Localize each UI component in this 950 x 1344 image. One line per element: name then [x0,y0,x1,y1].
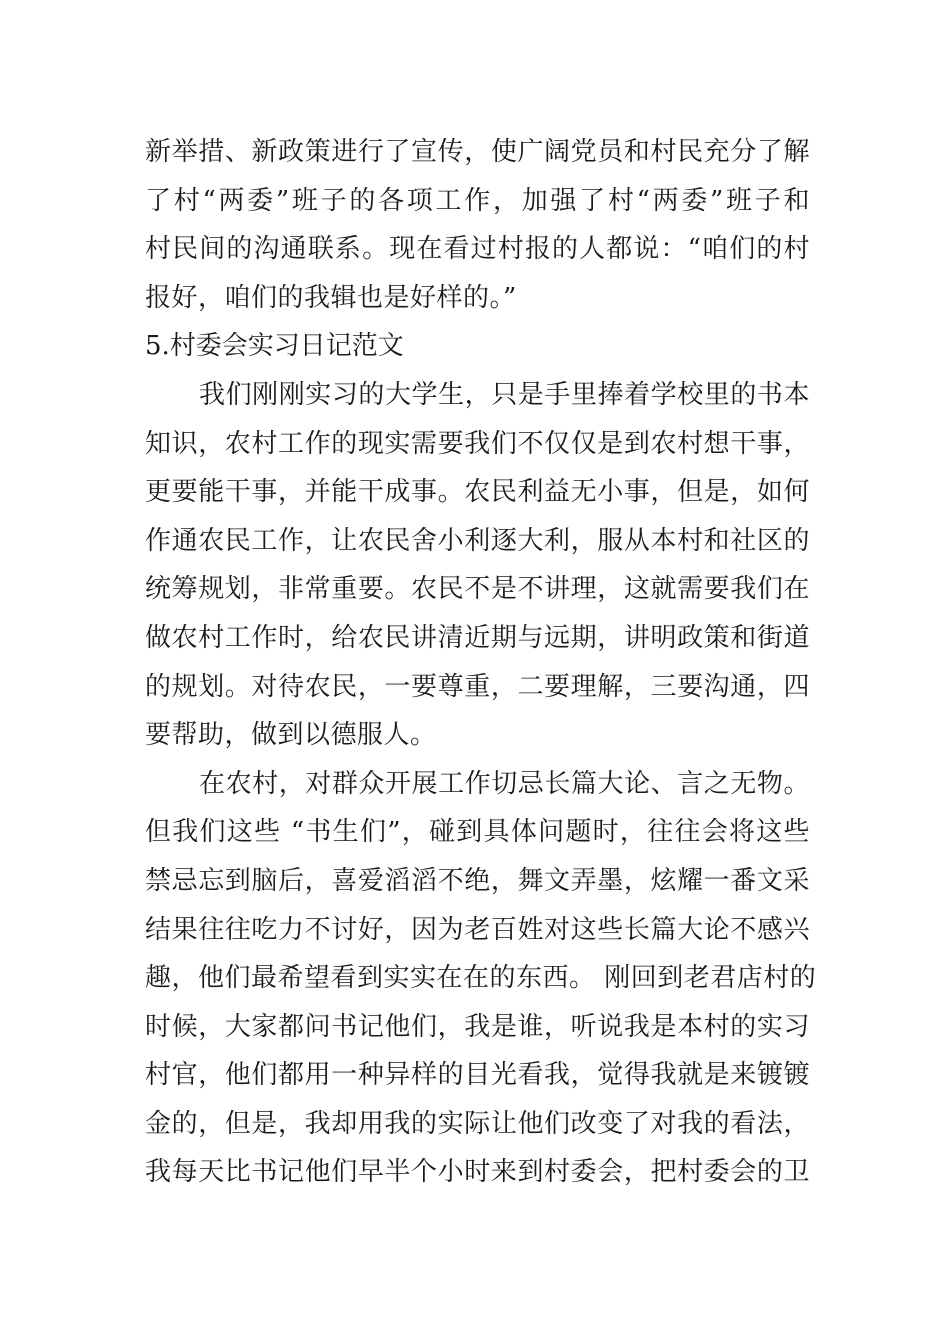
section-heading: 5.村委会实习日记范文 [145,331,404,362]
text-line: 知识，农村工作的现实需要我们不仅仅是到农村想干事， [145,428,810,459]
paragraph-first-line: 我们刚刚实习的大学生，只是手里捧着学校里的书本 [199,379,810,410]
text-line: 村官，他们都用一种异样的目光看我，觉得我就是来镀镀 [145,1060,810,1091]
text-line: 但我们这些 “书生们”，碰到具体问题时，往往会将这些 [145,817,810,848]
text-line: 禁忌忘到脑后，喜爱滔滔不绝，舞文弄墨，炫耀一番文采 [145,865,810,896]
text-line: 金的，但是，我却用我的实际让他们改变了对我的看法， [145,1108,810,1139]
paragraph-first-line: 在农村，对群众开展工作切忌长篇大论、言之无物。 [199,768,810,799]
text-line: 了村“两委”班子的各项工作，加强了村“两委”班子和 [145,185,810,216]
text-line: 更要能干事，并能干成事。农民利益无小事，但是，如何 [145,477,810,508]
document-body [145,128,817,1197]
text-line: 时候，大家都问书记他们，我是谁，听说我是本村的实习 [145,1011,810,1042]
text-line: 做农村工作时，给农民讲清近期与远期，讲明政策和街道 [145,622,810,653]
text-line: 作通农民工作，让农民舍小利逐大利，服从本村和社区的 [145,525,810,556]
text-line: 我每天比书记他们早半个小时来到村委会，把村委会的卫 [145,1157,810,1188]
text-line: 要帮助，做到以德服人。 [145,720,437,751]
text-line: 结果往往吃力不讨好，因为老百姓对这些长篇大论不感兴 [145,914,810,945]
text-line: 村民间的沟通联系。现在看过村报的人都说：“咱们的村 [145,234,810,265]
text-line: 趣，他们最希望看到实实在在的东西。 刚回到老君店村的 [145,963,817,994]
text-line: 新举措、新政策进行了宣传，使广阔党员和村民充分了解 [145,137,810,167]
text-line: 统筹规划，非常重要。农民不是不讲理，这就需要我们在 [145,574,810,605]
text-line: 报好，咱们的我辑也是好样的。” [145,282,517,313]
text-line: 的规划。对待农民，一要尊重，二要理解，三要沟通，四 [145,671,810,702]
